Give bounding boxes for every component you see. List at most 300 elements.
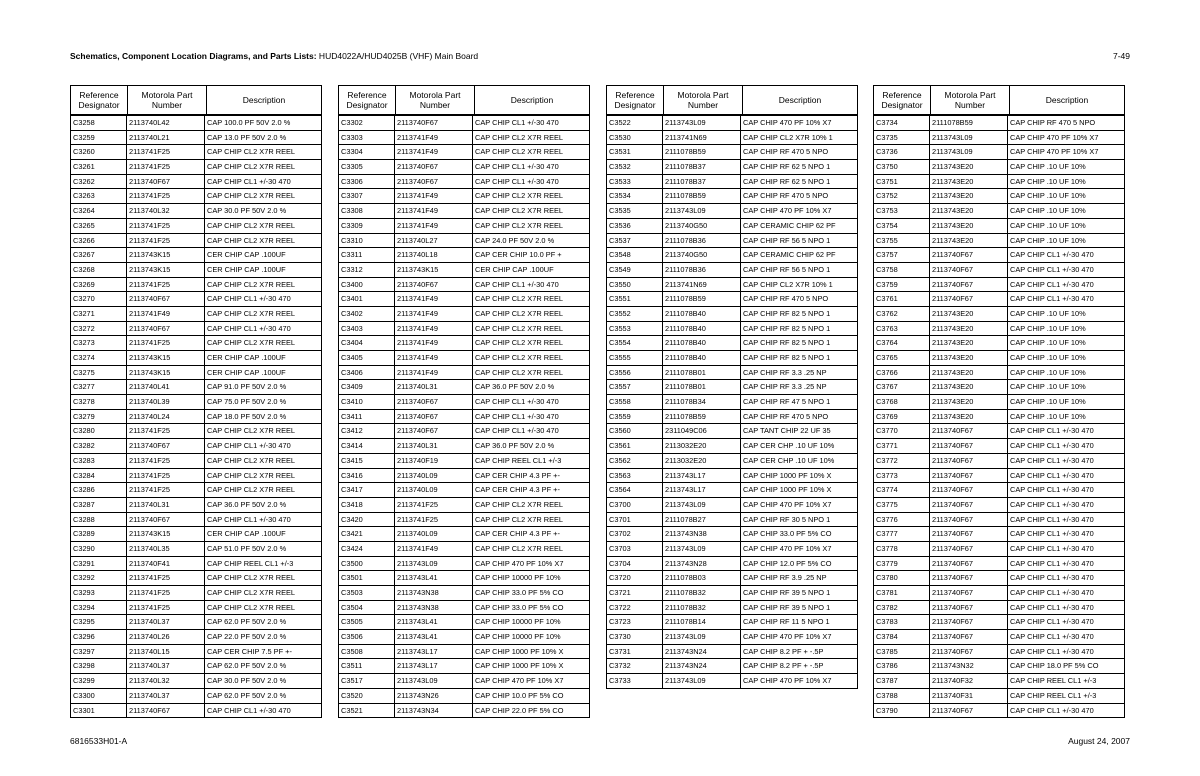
reference-designator-cell: C3508: [339, 645, 395, 659]
table-row: [607, 513, 857, 528]
reference-designator-cell: C3258: [71, 116, 127, 130]
description-cell: CAP CHIP 470 PF 10% X7: [743, 543, 832, 553]
description-cell: CAP 91.0 PF 50V 2.0 %: [207, 382, 287, 392]
reference-designator-cell: C3271: [71, 307, 127, 321]
description-cell: CAP 13.0 PF 50V 2.0 %: [207, 132, 287, 142]
table-row: [607, 601, 857, 616]
table-row: [874, 704, 1124, 718]
part-number-cell: 2111078B01: [663, 366, 741, 380]
description-cell: CAP CHIP 8.2 PF + -.5P: [743, 646, 824, 656]
part-number-cell: 2113740F67: [930, 498, 1008, 512]
reference-designator-cell: C3290: [71, 542, 127, 556]
reference-designator-cell: C3296: [71, 630, 127, 644]
reference-designator-cell: C3503: [339, 586, 395, 600]
table-row: [339, 498, 589, 513]
reference-designator-cell: C3759: [874, 278, 930, 292]
description-cell: CAP CHIP CL1 +/-30 470: [1010, 705, 1094, 715]
header-reference-designator: Reference Designator: [607, 86, 664, 114]
description-cell: CAP CHIP CL1 +/-30 470: [207, 705, 291, 715]
part-number-cell: 2113743E20: [930, 380, 1008, 394]
description-cell: CAP CHIP CL1 +/-30 470: [1010, 470, 1094, 480]
part-number-cell: 2113743L17: [395, 645, 473, 659]
part-number-cell: 2113743L09: [663, 498, 741, 512]
description-cell: CAP CHIP 10000 PF 10%: [475, 632, 561, 642]
description-cell: CAP CHIP CL1 +/-30 470: [207, 176, 291, 186]
reference-designator-cell: C3536: [607, 219, 663, 233]
description-cell: CAP CHIP CL2 X7R REEL: [475, 132, 564, 142]
part-number-cell: 2111078B37: [663, 160, 741, 174]
part-number-cell: 2113743K15: [395, 263, 473, 277]
description-cell: CAP CHIP CL1 +/-30 470: [1010, 617, 1094, 627]
part-number-cell: 2113743N38: [395, 601, 473, 615]
reference-designator-cell: C3286: [71, 483, 127, 497]
reference-designator-cell: C3769: [874, 410, 930, 424]
description-cell: CAP CER CHP .10 UF 10%: [743, 441, 835, 451]
table-row: [339, 145, 589, 160]
table-row: [339, 131, 589, 146]
part-number-cell: 2111078B59: [663, 189, 741, 203]
table-row: [607, 454, 857, 469]
part-number-cell: 2113740F67: [930, 601, 1008, 615]
page-number: 7-49: [1112, 51, 1130, 61]
table-row: [607, 439, 857, 454]
reference-designator-cell: C3734: [874, 116, 930, 130]
part-number-cell: 2113740F67: [930, 469, 1008, 483]
part-number-cell: 2113741F49: [395, 189, 473, 203]
reference-designator-cell: C3287: [71, 498, 127, 512]
description-cell: CAP CHIP CL1 +/-30 470: [207, 294, 291, 304]
part-number-cell: 2113741F49: [395, 219, 473, 233]
part-number-cell: 2113741F25: [127, 234, 205, 248]
description-cell: CAP CHIP 18.0 PF 5% CO: [1010, 661, 1099, 671]
reference-designator-cell: C3307: [339, 189, 395, 203]
table-row: [339, 336, 589, 351]
reference-designator-cell: C3563: [607, 469, 663, 483]
description-cell: CAP CHIP .10 UF 10%: [1010, 220, 1086, 230]
part-number-cell: 2113741F25: [127, 469, 205, 483]
reference-designator-cell: C3309: [339, 219, 395, 233]
description-cell: CAP CERAMIC CHIP 62 PF: [743, 220, 836, 230]
reference-designator-cell: C3400: [339, 278, 395, 292]
part-number-cell: 2113741F49: [395, 336, 473, 350]
table-row: [71, 395, 321, 410]
table-row: [874, 366, 1124, 381]
description-cell: CAP CHIP 470 PF 10% X7: [475, 558, 564, 568]
table-row: [71, 424, 321, 439]
table-row: [607, 410, 857, 425]
description-cell: CAP CHIP RF 39 5 NPO 1: [743, 602, 831, 612]
table-row: [339, 322, 589, 337]
table-row: [71, 527, 321, 542]
description-cell: CAP CHIP 470 PF 10% X7: [743, 499, 832, 509]
description-cell: CAP CHIP .10 UF 10%: [1010, 353, 1086, 362]
description-cell: CAP CHIP 470 PF 10% X7: [1010, 147, 1099, 157]
part-number-cell: 2111078B32: [663, 586, 741, 600]
description-cell: CAP CHIP CL2 X7R REEL: [475, 220, 564, 230]
part-number-cell: 2113740L31: [395, 439, 473, 453]
table-row: [339, 483, 589, 498]
reference-designator-cell: C3753: [874, 204, 930, 218]
table-row: [874, 395, 1124, 410]
table-row: [874, 439, 1124, 454]
part-number-cell: 2113740L09: [395, 483, 473, 497]
reference-designator-cell: C3265: [71, 219, 127, 233]
description-cell: CAP CHIP REEL CL1 +/-3: [1010, 676, 1097, 686]
reference-designator-cell: C3781: [874, 586, 930, 600]
table-row: [71, 234, 321, 249]
description-cell: CAP CER CHIP 4.3 PF +-: [475, 529, 560, 539]
reference-designator-cell: C3416: [339, 469, 395, 483]
table-row: [874, 410, 1124, 425]
description-cell: CAP CHIP CL1 +/-30 470: [1010, 514, 1094, 524]
table-row: [339, 263, 589, 278]
table-row: [71, 189, 321, 204]
part-number-cell: 2113740F67: [395, 278, 473, 292]
reference-designator-cell: C3417: [339, 483, 395, 497]
part-number-cell: 2113743N38: [395, 586, 473, 600]
description-cell: CAP CHIP .10 UF 10%: [1010, 235, 1086, 245]
description-cell: CAP CHIP 10.0 PF 5% CO: [475, 690, 564, 700]
reference-designator-cell: C3553: [607, 322, 663, 336]
reference-designator-cell: C3550: [607, 278, 663, 292]
header-description: Description: [1045, 95, 1089, 105]
description-cell: CAP CHIP 470 PF 10% X7: [1010, 132, 1099, 142]
part-number-cell: 2113740L21: [127, 131, 205, 145]
table-row: [71, 557, 321, 572]
table-row: [607, 542, 857, 557]
part-number-cell: 2113740L18: [395, 248, 473, 262]
header-motorola-part-number: Motorola Part Number: [396, 86, 475, 114]
part-number-cell: 2113741F25: [127, 336, 205, 350]
description-cell: CER CHIP CAP .100UF: [475, 264, 554, 274]
reference-designator-cell: C3552: [607, 307, 663, 321]
part-number-cell: 2113743L41: [395, 615, 473, 629]
table-row: [607, 189, 857, 204]
reference-designator-cell: C3770: [874, 424, 930, 438]
part-number-cell: 2113743E20: [930, 175, 1008, 189]
table-row: [339, 395, 589, 410]
part-number-cell: 2111078B40: [663, 307, 741, 321]
part-number-cell: 2113740F67: [395, 160, 473, 174]
reference-designator-cell: C3784: [874, 630, 930, 644]
description-cell: CAP CHIP CL1 +/-30 470: [475, 426, 559, 436]
table-row: [874, 278, 1124, 293]
description-cell: CAP CHIP CL1 +/-30 470: [475, 118, 559, 127]
description-cell: CAP CHIP CL1 +/-30 470: [1010, 529, 1094, 539]
table-row: [71, 483, 321, 498]
description-cell: CAP CHIP RF 56 5 NPO 1: [743, 264, 831, 274]
reference-designator-cell: C3557: [607, 380, 663, 394]
description-cell: CAP CHIP .10 UF 10%: [1010, 191, 1086, 201]
part-number-cell: 2113740L09: [395, 469, 473, 483]
description-cell: CAP CHIP .10 UF 10%: [1010, 411, 1086, 421]
part-number-cell: 2113740L24: [127, 410, 205, 424]
table-row: [607, 336, 857, 351]
part-number-cell: 2113741F25: [127, 189, 205, 203]
table-row: [339, 513, 589, 528]
reference-designator-cell: C3277: [71, 380, 127, 394]
description-cell: CAP CHIP CL2 X7R REEL: [207, 191, 296, 201]
reference-designator-cell: C3548: [607, 248, 663, 262]
part-number-cell: 2311049C06: [663, 424, 741, 438]
description-cell: CAP 62.0 PF 50V 2.0 %: [207, 690, 287, 700]
description-cell: CAP CHIP .10 UF 10%: [1010, 367, 1086, 377]
part-number-cell: 2113740L35: [127, 542, 205, 556]
table-row: [607, 380, 857, 395]
reference-designator-cell: C3278: [71, 395, 127, 409]
description-cell: CAP CHIP 1000 PF 10% X: [475, 661, 564, 671]
reference-designator-cell: C3764: [874, 336, 930, 350]
description-cell: CAP CHIP RF 470 5 NPO: [1010, 118, 1096, 127]
reference-designator-cell: C3762: [874, 307, 930, 321]
part-number-cell: 2113741F49: [395, 131, 473, 145]
reference-designator-cell: C3761: [874, 292, 930, 306]
reference-designator-cell: C3282: [71, 439, 127, 453]
description-cell: CAP CHIP CL2 X7R REEL: [475, 294, 564, 304]
description-cell: CAP CHIP CL2 X7R REEL: [475, 367, 564, 377]
part-number-cell: 2113743E20: [930, 336, 1008, 350]
reference-designator-cell: C3421: [339, 527, 395, 541]
table-row: [874, 542, 1124, 557]
part-number-cell: 2111078B32: [663, 601, 741, 615]
table-row: [339, 292, 589, 307]
document-number: 6816533H01-A: [70, 736, 128, 746]
reference-designator-cell: C3564: [607, 483, 663, 497]
table-row: [71, 278, 321, 293]
reference-designator-cell: C3299: [71, 674, 127, 688]
table-row: [71, 145, 321, 160]
table-row: [874, 131, 1124, 146]
reference-designator-cell: C3293: [71, 586, 127, 600]
table-row: [874, 175, 1124, 190]
table-row: [874, 469, 1124, 484]
description-cell: CER CHIP CAP .100UF: [207, 264, 286, 274]
part-number-cell: 2113741F25: [127, 454, 205, 468]
reference-designator-cell: C3289: [71, 527, 127, 541]
description-cell: CAP CHIP CL2 X7R REEL: [207, 279, 296, 289]
part-number-cell: 2113741F25: [127, 571, 205, 585]
reference-designator-cell: C3301: [71, 704, 127, 718]
parts-table: [873, 85, 1125, 718]
table-row: [607, 674, 857, 688]
table-row: [71, 160, 321, 175]
description-cell: CAP CHIP 22.0 PF 5% CO: [475, 705, 564, 715]
description-cell: CAP CHIP CL2 X7R REEL: [207, 338, 296, 348]
description-cell: CAP CER CHP .10 UF 10%: [743, 455, 835, 465]
reference-designator-cell: C3275: [71, 366, 127, 380]
table-row: [874, 557, 1124, 572]
table-row: [607, 615, 857, 630]
table-row: [607, 557, 857, 572]
table-row: [339, 278, 589, 293]
part-number-cell: 2113740F67: [127, 322, 205, 336]
part-number-cell: 2113743E20: [930, 351, 1008, 365]
table-row: [339, 234, 589, 249]
description-cell: CAP CHIP RF 470 5 NPO: [743, 147, 829, 157]
part-number-cell: 2113740G50: [663, 248, 741, 262]
reference-designator-cell: C3260: [71, 145, 127, 159]
description-cell: CAP CHIP .10 UF 10%: [1010, 176, 1086, 186]
publication-date: August 24, 2007: [1068, 736, 1130, 746]
part-number-cell: 2113743L09: [663, 204, 741, 218]
reference-designator-cell: C3782: [874, 601, 930, 615]
table-row: [874, 645, 1124, 660]
part-number-cell: 2113741N69: [663, 278, 741, 292]
reference-designator-cell: C3280: [71, 424, 127, 438]
table-row: [339, 160, 589, 175]
table-row: [874, 292, 1124, 307]
table-row: [607, 234, 857, 249]
part-number-cell: 2113740F67: [930, 292, 1008, 306]
reference-designator-cell: C3787: [874, 674, 930, 688]
description-cell: CAP CHIP CL1 +/-30 470: [1010, 279, 1094, 289]
part-number-cell: 2113740F67: [930, 439, 1008, 453]
reference-designator-cell: C3264: [71, 204, 127, 218]
part-number-cell: 2113740F67: [930, 278, 1008, 292]
table-row: [607, 131, 857, 146]
page-title: [70, 51, 478, 61]
reference-designator-cell: C3292: [71, 571, 127, 585]
description-cell: CAP CHIP CL1 +/-30 470: [1010, 441, 1094, 451]
description-cell: CAP CHIP CL2 X7R REEL: [475, 323, 564, 333]
reference-designator-cell: C3298: [71, 659, 127, 673]
reference-designator-cell: C3506: [339, 630, 395, 644]
part-number-cell: 2111078B40: [663, 322, 741, 336]
reference-designator-cell: C3272: [71, 322, 127, 336]
reference-designator-cell: C3303: [339, 131, 395, 145]
description-cell: CAP CHIP CL2 X7R REEL: [207, 147, 296, 157]
reference-designator-cell: C3263: [71, 189, 127, 203]
table-row: [607, 204, 857, 219]
part-number-cell: 2113740L09: [395, 527, 473, 541]
table-row: [71, 630, 321, 645]
table-row: [71, 615, 321, 630]
reference-designator-cell: C3757: [874, 248, 930, 262]
table-row: [607, 278, 857, 293]
description-cell: CAP CHIP CL1 +/-30 470: [1010, 573, 1094, 583]
table-row: [607, 366, 857, 381]
reference-designator-cell: C3556: [607, 366, 663, 380]
description-cell: CAP CHIP 1000 PF 10% X: [475, 646, 564, 656]
part-number-cell: 2113740F67: [930, 615, 1008, 629]
part-number-cell: 2113741F49: [395, 292, 473, 306]
reference-designator-cell: C3521: [339, 704, 395, 718]
part-number-cell: 2113743L09: [663, 630, 741, 644]
table-row: [71, 116, 321, 131]
description-cell: CAP CHIP CL2 X7R REEL: [207, 485, 296, 495]
table-row: [607, 571, 857, 586]
description-cell: CAP CHIP CL2 X7R REEL: [475, 353, 564, 362]
description-cell: CAP CHIP CL2 X7R 10% 1: [743, 132, 833, 142]
table-row: [874, 219, 1124, 234]
description-cell: CAP CHIP CL1 +/-30 470: [1010, 646, 1094, 656]
part-number-cell: 2111078B27: [663, 513, 741, 527]
part-number-cell: 2113740L37: [127, 659, 205, 673]
reference-designator-cell: C3777: [874, 527, 930, 541]
description-cell: CAP CHIP RF 3.3 .25 NP: [743, 382, 827, 392]
table-row: [874, 145, 1124, 160]
description-cell: CER CHIP CAP .100UF: [207, 529, 286, 539]
reference-designator-cell: C3535: [607, 204, 663, 218]
table-row: [71, 263, 321, 278]
part-number-cell: 2113741F25: [127, 160, 205, 174]
reference-designator-cell: C3295: [71, 615, 127, 629]
parts-table: [606, 85, 858, 689]
table-row: [71, 439, 321, 454]
part-number-cell: 2111078B36: [663, 234, 741, 248]
parts-table: [70, 85, 322, 718]
description-cell: CAP 100.0 PF 50V 2.0 %: [207, 118, 291, 127]
reference-designator-cell: C3531: [607, 145, 663, 159]
description-cell: CAP CHIP CL2 X7R REEL: [207, 308, 296, 318]
description-cell: CAP CHIP CL1 +/-30 470: [1010, 455, 1094, 465]
part-number-cell: 2113740L26: [127, 630, 205, 644]
part-number-cell: 2113741F49: [395, 322, 473, 336]
table-row: [339, 351, 589, 366]
table-row: [874, 527, 1124, 542]
description-cell: CAP CHIP CL2 X7R REEL: [207, 602, 296, 612]
reference-designator-cell: C3530: [607, 131, 663, 145]
table-row: [71, 175, 321, 190]
table-row: [339, 542, 589, 557]
table-row: [71, 542, 321, 557]
header-description: Description: [510, 95, 554, 105]
reference-designator-cell: C3308: [339, 204, 395, 218]
description-cell: CAP CHIP CL1 +/-30 470: [1010, 499, 1094, 509]
table-row: [874, 204, 1124, 219]
table-row: [339, 586, 589, 601]
part-number-cell: 2113743E20: [930, 410, 1008, 424]
reference-designator-cell: C3730: [607, 630, 663, 644]
part-number-cell: 2113740F19: [395, 454, 473, 468]
table-header: [874, 86, 1124, 116]
part-number-cell: 2113740F67: [930, 513, 1008, 527]
table-row: [71, 366, 321, 381]
reference-designator-cell: C3261: [71, 160, 127, 174]
table-row: [607, 659, 857, 674]
reference-designator-cell: C3410: [339, 395, 395, 409]
description-cell: CAP CHIP 470 PF 10% X7: [475, 676, 564, 686]
header-motorola-part-number: Motorola Part Number: [128, 86, 207, 114]
table-row: [607, 483, 857, 498]
table-row: [71, 498, 321, 513]
part-number-cell: 2113741F49: [395, 366, 473, 380]
description-cell: CAP CHIP .10 UF 10%: [1010, 206, 1086, 216]
part-number-cell: 2113740F67: [930, 586, 1008, 600]
reference-designator-cell: C3775: [874, 498, 930, 512]
part-number-cell: 2113743E20: [930, 322, 1008, 336]
description-cell: CAP CHIP CL1 +/-30 470: [207, 514, 291, 524]
reference-designator-cell: C3722: [607, 601, 663, 615]
part-number-cell: 2113740L15: [127, 645, 205, 659]
table-row: [339, 116, 589, 131]
table-row: [874, 234, 1124, 249]
part-number-cell: 2113740L31: [127, 498, 205, 512]
part-number-cell: 2111078B36: [663, 263, 741, 277]
part-number-cell: 2113740F67: [395, 116, 473, 130]
description-cell: CAP CHIP .10 UF 10%: [1010, 397, 1086, 407]
reference-designator-cell: C3720: [607, 571, 663, 585]
table-row: [607, 322, 857, 337]
description-cell: CAP 51.0 PF 50V 2.0 %: [207, 543, 287, 553]
table-row: [339, 704, 589, 718]
part-number-cell: 2113740G50: [663, 219, 741, 233]
reference-designator-cell: C3269: [71, 278, 127, 292]
part-number-cell: 2113032E20: [663, 439, 741, 453]
table-row: [874, 615, 1124, 630]
reference-designator-cell: C3767: [874, 380, 930, 394]
table-header: [607, 86, 857, 116]
